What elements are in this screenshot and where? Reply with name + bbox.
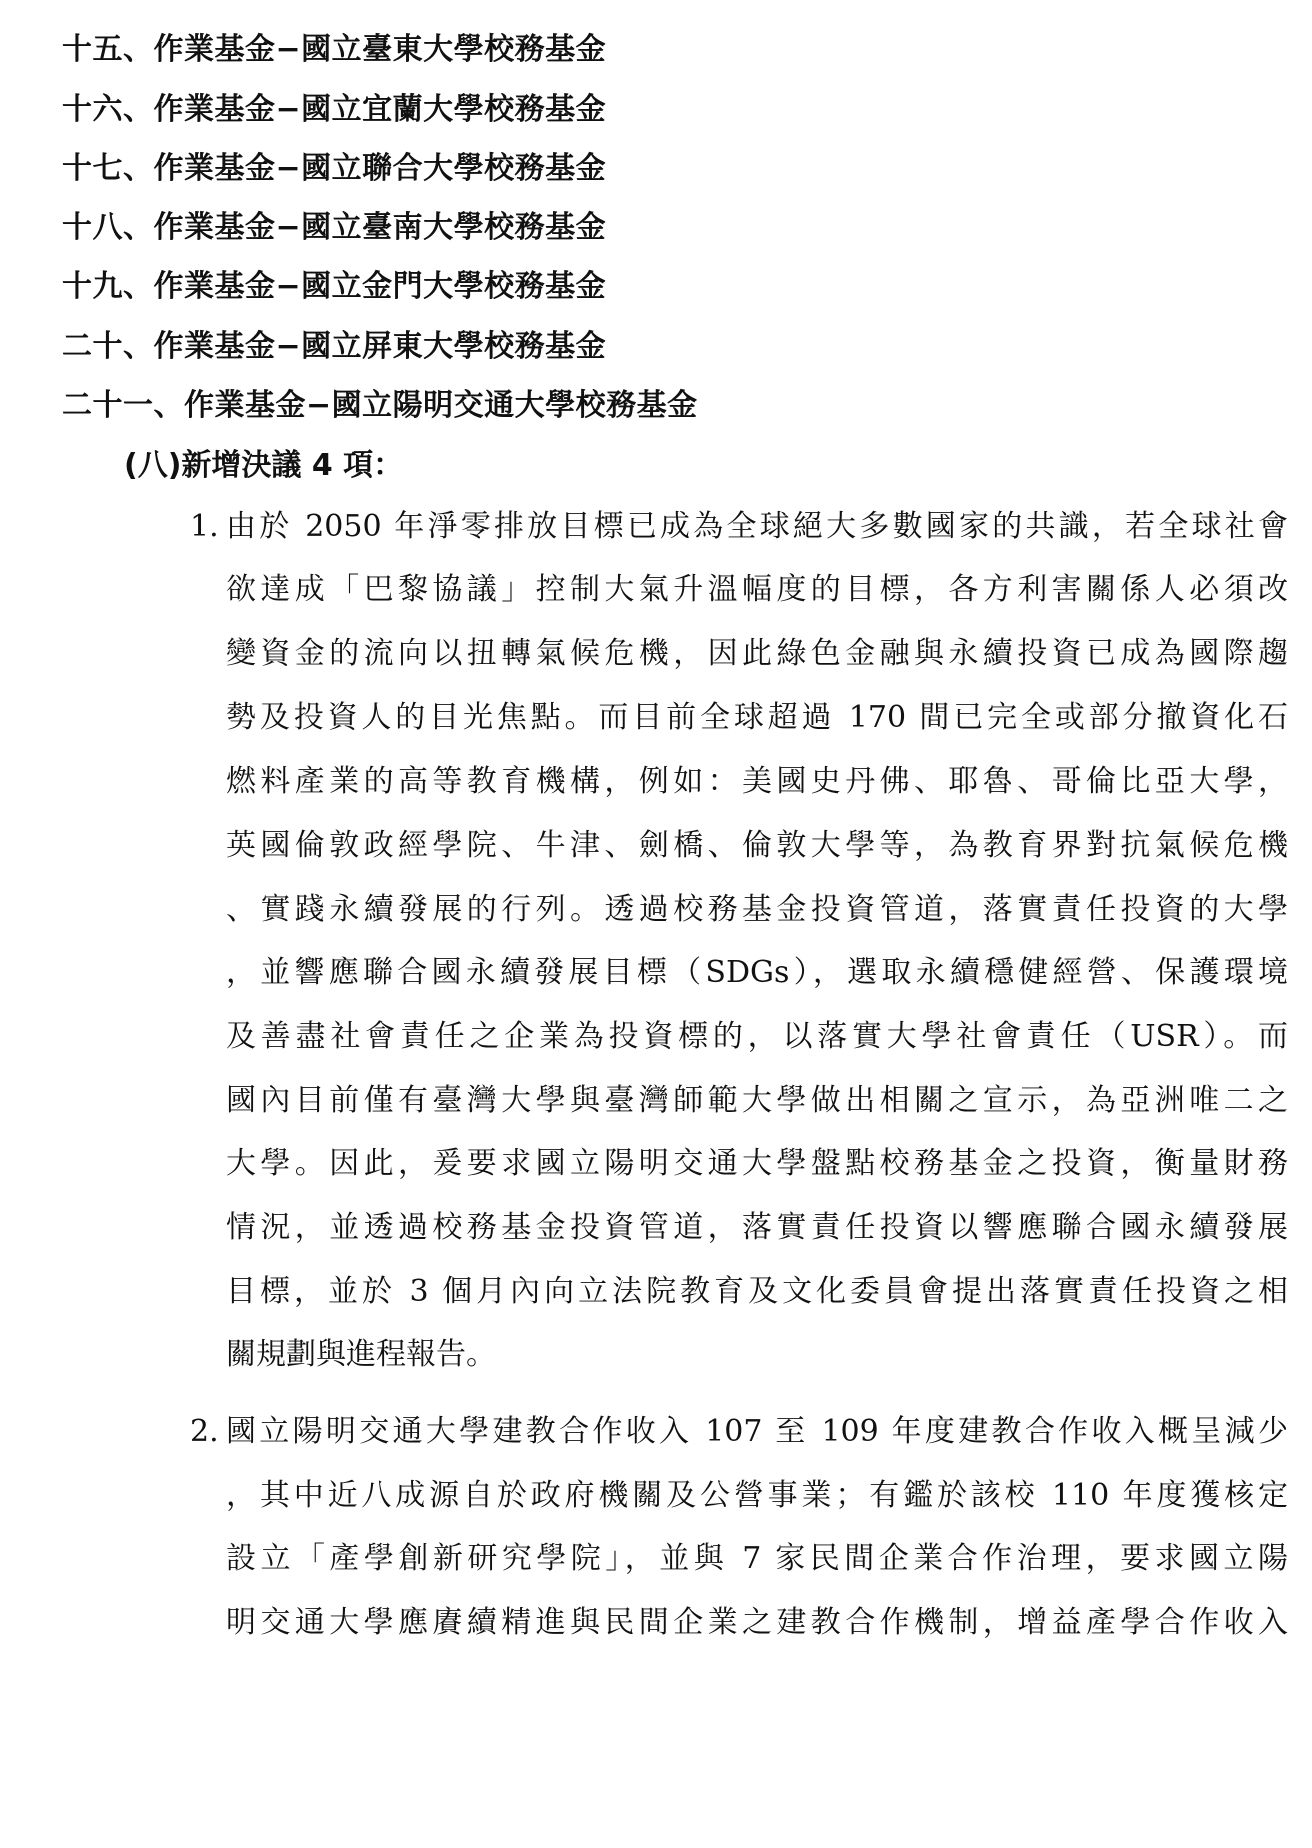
paragraph-line: 由於 2050 年淨零排放目標已成為全球絕大多數國家的共識，若全球社會: [226, 509, 1288, 544]
heading-fund-21: 二十一、作業基金−國立陽明交通大學校務基金: [62, 388, 698, 423]
paragraph-line: 勢及投資人的目光焦點。而目前全球超過 170 間已完全或部分撤資化石: [226, 700, 1288, 735]
heading-fund-15: 十五、作業基金−國立臺東大學校務基金: [62, 32, 607, 67]
paragraph-line: ，其中近八成源自於政府機關及公營事業；有鑑於該校 110 年度獲核定: [226, 1478, 1288, 1513]
paragraph-line: 國內目前僅有臺灣大學與臺灣師範大學做出相關之宣示，為亞洲唯二之: [226, 1083, 1288, 1118]
paragraph-line: ，並響應聯合國永續發展目標（SDGs），選取永續穩健經營、保護環境: [226, 955, 1288, 990]
paragraph-line: 英國倫敦政經學院、牛津、劍橋、倫敦大學等，為教育界對抗氣候危機: [226, 828, 1288, 863]
paragraph-line: 情況，並透過校務基金投資管道，落實責任投資以響應聯合國永續發展: [226, 1210, 1288, 1245]
heading-fund-18: 十八、作業基金−國立臺南大學校務基金: [62, 210, 607, 245]
paragraph-line: 大學。因此，爰要求國立陽明交通大學盤點校務基金之投資，衡量財務: [226, 1146, 1288, 1181]
paragraph-line: 及善盡社會責任之企業為投資標的，以落實大學社會責任（USR）。而: [226, 1019, 1288, 1054]
section-title: (八)新增決議 4 項：: [124, 448, 404, 483]
paragraph-line: 關規劃與進程報告。: [226, 1337, 496, 1372]
paragraph-line: 明交通大學應賡續精進與民間企業之建教合作機制，增益產學合作收入: [226, 1605, 1288, 1640]
heading-fund-20: 二十、作業基金−國立屏東大學校務基金: [62, 329, 607, 364]
paragraph-line: 設立「產學創新研究學院」，並與 7 家民間企業合作治理，要求國立陽: [226, 1541, 1288, 1576]
heading-fund-19: 十九、作業基金−國立金門大學校務基金: [62, 269, 607, 304]
paragraph-line: 燃料產業的高等教育機構，例如：美國史丹佛、耶魯、哥倫比亞大學，: [226, 764, 1288, 799]
paragraph-line: 目標，並於 3 個月內向立法院教育及文化委員會提出落實責任投資之相: [226, 1274, 1288, 1309]
paragraph-line: 欲達成「巴黎協議」控制大氣升溫幅度的目標，各方利害關係人必須改: [226, 572, 1288, 607]
paragraph-line: 變資金的流向以扭轉氣候危機，因此綠色金融與永續投資已成為國際趨: [226, 636, 1288, 671]
item-number: 2.: [190, 1414, 219, 1449]
paragraph-line: 、實踐永續發展的行列。透過校務基金投資管道，落實責任投資的大學: [226, 892, 1288, 927]
heading-fund-17: 十七、作業基金−國立聯合大學校務基金: [62, 151, 607, 186]
paragraph-line: 國立陽明交通大學建教合作收入 107 至 109 年度建教合作收入概呈減少: [226, 1414, 1288, 1449]
heading-fund-16: 十六、作業基金−國立宜蘭大學校務基金: [62, 92, 607, 127]
item-number: 1.: [190, 509, 219, 544]
